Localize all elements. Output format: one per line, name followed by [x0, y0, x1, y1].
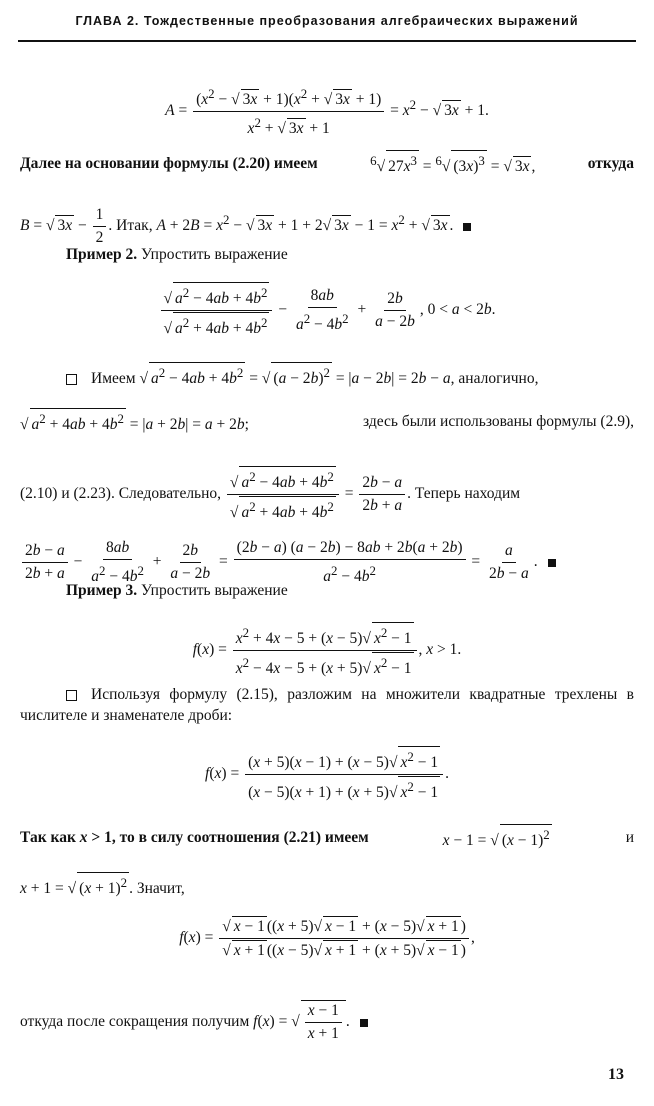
qed-square-icon [360, 1019, 368, 1027]
line-conclusion: откуда после сокращения получим f(x) = √ $\frac{x - 1}{x + 1}$ . [20, 1000, 634, 1044]
page-number: 13 [608, 1066, 624, 1083]
line-since-1: Так как x > 1, то в силу соотношения (2.21) имеем x − 1 = √ $(x - 1)^2$ и [20, 824, 634, 852]
header-rule [18, 40, 636, 42]
line-consequently: (2.10) и (2.23). Следовательно, $\frac{√ a^2 - 4ab + 4b^2}{√ a^2 + 4ab + 4b^2}$ = $\frac{2b - a}{2b + a}$ . Теперь находим [20, 466, 634, 523]
line-B2: B = √ 3x − $\frac{1}{2}$ . Итак, $A + 2B = x^2$ − √ 3x + 1 + 2√ $3x - 1 = x^2$ + √ 3x . [20, 205, 634, 248]
equation-result-2: $\frac{2b - a}{2b + a}$ − $\frac{8ab}{a^2 - 4b^2}$ + $\frac{2b}{a - 2b}$ = $\frac{(2b - a) (a - 2b) - 8ab + 2b(a + 2b)}{a^2 - 4b^2}$ = $\frac{a}{2b - a}$ . [20, 538, 634, 587]
line-similar: √ $a^2 + 4ab + 4b^2 = |a + 2b| = a + 2b$; здесь были использованы формулы (2.9), [20, 408, 634, 436]
proof-start-square-icon [66, 690, 77, 701]
equation-final: f(x) = $\frac{√ x - 1 ((x + 5)√ x - 1 + (x - 5)√ x + 1 )}{√ x + 1 ((x - 5)√ x + 1 + (x + 5)√ x - 1 )}$ , [179, 918, 475, 959]
example-3-heading: Пример 3. Упростить выражение [66, 582, 288, 599]
running-header: ГЛАВА 2. Тождественные преобразования алгебраических выражений [75, 14, 579, 28]
line-B1: Далее на основании формулы (2.20) имеем $^6$√ $27x^3 = ^6√$ $(3x)^3$ = √ 3x , откуда [20, 150, 634, 178]
line-have: Имеем √ $a^2 - 4ab + 4b^2$ = √ $(a - 2b)^2 = |a - 2b| = 2b - a$, аналогично, [66, 362, 634, 390]
example-2-heading: Пример 2. Упростить выражение [66, 246, 288, 263]
example-3-expression: f(x) = $\frac{x^2 + 4x - 5 + (x - 5)√ x^2 - 1}{x^2 - 4x - 5 + (x + 5)√ x^2 - 1}$ , x > 1. [20, 622, 634, 679]
equation-factor: f(x) = $\frac{(x + 5)(x - 1) + (x - 5)√ x^2 - 1}{(x - 5)(x + 1) + (x + 5)√ x^2 - 1}$ . [20, 746, 634, 803]
example-2-expression: $\frac{√ a^2 - 4ab + 4b^2}{√ a^2 + 4ab + 4b^2}$ − $\frac{8ab}{a^2 - 4b^2}$ + $\frac{2b}{a - 2b}$ , 0 < a < 2b. [20, 282, 634, 339]
paragraph-factor: Используя формулу (2.15), разложим на множители квадратные трехлены в числителе и знаменателе дроби: [20, 686, 634, 724]
qed-square-icon [463, 223, 471, 231]
proof-start-square-icon [66, 374, 77, 385]
qed-square-icon [548, 559, 556, 567]
line-since-2: x + 1 = √ $(x + 1)^2$ . Значит, [20, 872, 634, 900]
equation-A: A = $\frac{(x^2 - √ 3x + 1)(x^2 + √ 3x + 1)}{x^2 + √ 3x + 1}$ = $x^2$ − √ 3x + 1. [165, 86, 489, 138]
